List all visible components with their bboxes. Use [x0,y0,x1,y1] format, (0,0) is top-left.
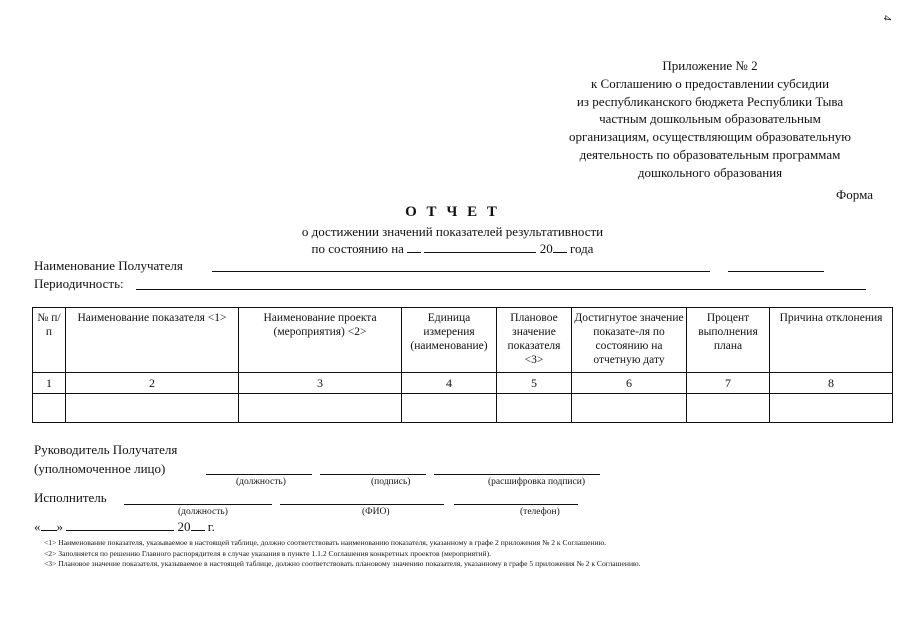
form-label: Форма [836,187,873,202]
month-blank[interactable] [424,240,536,253]
periodicity-label: Периодичность: [34,276,124,291]
date-g: г. [207,519,215,534]
report-subtitle [0,223,905,257]
empty-cell[interactable] [572,394,687,423]
empty-cell[interactable] [66,394,239,423]
subtitle-suffix: года [569,241,594,256]
appendix-line: деятельность по образовательным программам [579,146,841,162]
signature-line[interactable] [320,474,426,475]
empty-cell[interactable] [33,394,66,423]
recipient-label: Наименование Получателя [34,258,183,273]
appendix-line: из республиканского бюджета Республики Тыва [576,93,844,109]
date-year-blank[interactable] [191,519,205,531]
report-title: О Т Ч Е Т [405,204,500,220]
report-table [32,307,893,423]
year-blank[interactable] [553,240,567,253]
periodicity-line[interactable] [136,289,866,290]
empty-cell[interactable] [402,394,497,423]
appendix-line: к Соглашению о предоставлении субсидии [590,75,830,91]
subtitle-date-line [0,240,905,257]
number-cell: 3 [239,373,402,394]
header-cell: Наименование показателя <1> [66,308,239,373]
position-caption: (должность) [236,477,286,487]
position-line[interactable] [206,474,312,475]
header-cell: Достигнутое значение показате-ля по состоянию на отчетную дату [572,308,687,373]
date-year-prefix: 20 [177,519,191,534]
empty-cell[interactable] [770,394,893,423]
position-caption-2: (должность) [178,507,228,517]
footnote-2: <2> Заполняется по решению Главного распорядителя в случае указания в пункте 1.1.2 Соглашения конкретных проектов (мероприятий). [44,548,492,558]
header-cell: № п/п [33,308,66,373]
footnotes [44,538,641,570]
fio-caption: (ФИО) [362,507,390,517]
header-cell: Плановое значение показателя <3> [497,308,572,373]
subtitle-prefix: по состоянию на [311,241,404,256]
header-cell: Причина отклонения [770,308,893,373]
number-cell: 8 [770,373,893,394]
header-cell: Процент выполнения плана [687,308,770,373]
table-header-row [33,308,893,373]
appendix-line: частным дошкольным образовательным [599,111,821,127]
table-row-empty [33,394,893,423]
table-row-numbers [33,373,893,394]
number-cell: 4 [402,373,497,394]
header-cell: Единица измерения (наименование) [402,308,497,373]
subtitle-line: о достижении значений показателей результативности [301,224,604,239]
empty-cell[interactable] [687,394,770,423]
executor-fio-line[interactable] [280,504,444,505]
number-cell: 2 [66,373,239,394]
empty-cell[interactable] [239,394,402,423]
decoding-line[interactable] [434,474,600,475]
date-open-quote: « [34,519,41,534]
date-day-blank[interactable] [41,519,57,531]
date-close-quote: » [56,519,63,534]
footnote-3: <3> Плановое значение показателя, указываемое в настоящей таблице, должно соответствовать плановому значению показателя, указанному в графе 5 приложения № 2 к Соглашению. [44,559,641,568]
day-blank[interactable] [407,240,421,253]
number-cell: 1 [33,373,66,394]
year-prefix: 20 [539,241,553,256]
header-cell: Наименование проекта (мероприятия) <2> [239,308,402,373]
appendix-line: дошкольного образования [637,164,783,180]
appendix-line: организациям, осуществляющим образовательную [569,129,851,145]
head-sublabel: (уполномоченное лицо) [34,461,166,476]
recipient-line-2[interactable] [728,271,824,272]
date-line [34,519,215,535]
appendix-header [520,57,900,182]
executor-label: Исполнитель [34,490,107,505]
signature-caption: (подпись) [371,477,411,487]
head-label: Руководитель Получателя [34,442,178,457]
number-cell: 5 [497,373,572,394]
footnote-1: <1> Наименование показателя, указываемое в настоящей таблице, должно соответствовать наименованию показателя, указанному в графе 2 приложения № 2 к Соглашению. [44,538,607,547]
page-number: 4 [880,15,893,21]
empty-cell[interactable] [497,394,572,423]
recipient-line[interactable] [212,271,710,272]
date-month-blank[interactable] [66,519,174,531]
appendix-line: Приложение № 2 [662,58,758,73]
executor-position-line[interactable] [124,504,272,505]
executor-phone-line[interactable] [454,504,578,505]
number-cell: 7 [687,373,770,394]
number-cell: 6 [572,373,687,394]
decoding-caption: (расшифровка подписи) [488,477,585,487]
phone-caption: (телефон) [520,507,560,517]
